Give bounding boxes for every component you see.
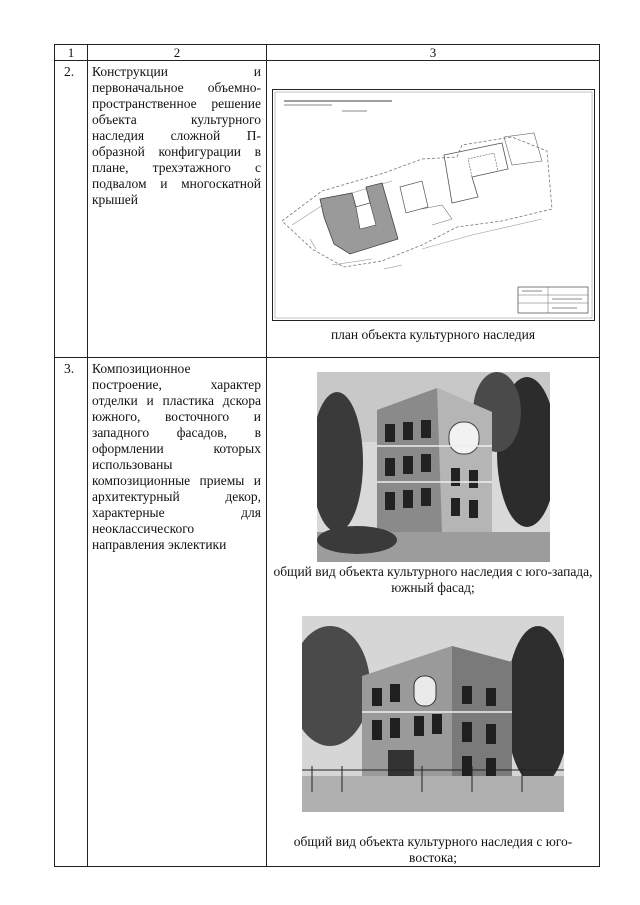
table-row [55, 358, 600, 867]
plan-caption: план объекта культурного наследия [330, 327, 536, 342]
southeast-facade-photo [302, 616, 564, 812]
row-number: 2. [55, 61, 88, 358]
header-col-3: 3 [267, 45, 600, 61]
table-row [55, 61, 600, 358]
row-number: 3. [55, 358, 88, 867]
header-col-2: 2 [88, 45, 267, 61]
header-row [55, 45, 600, 61]
southwest-facade-photo [317, 372, 550, 562]
header-col-1: 1 [55, 45, 88, 61]
southeast-photo-caption: общий вид объекта культурного наследия с юго-востока; [293, 834, 573, 865]
row-description: Композиционное построение, характер отделки и пластика дскора южного, восточного и западного фасадов, в оформлении которых использованы композиционные приемы и архитектурный декор, характерные для неоклассического направления эклектики [88, 358, 267, 867]
row-illustration [267, 61, 600, 358]
heritage-table [54, 44, 600, 867]
row-illustration [267, 358, 600, 867]
row-description: Конструкции и первоначальное объемно-пространственное решение объекта культурного наследия сложной П-образной конфигурации в плане, трехэтажного с подвалом и многоскатной крышей [88, 61, 267, 358]
southwest-photo-caption: общий вид объекта культурного наследия с юго-запада, южный фасад; [273, 564, 593, 595]
site-plan-drawing [272, 89, 595, 321]
